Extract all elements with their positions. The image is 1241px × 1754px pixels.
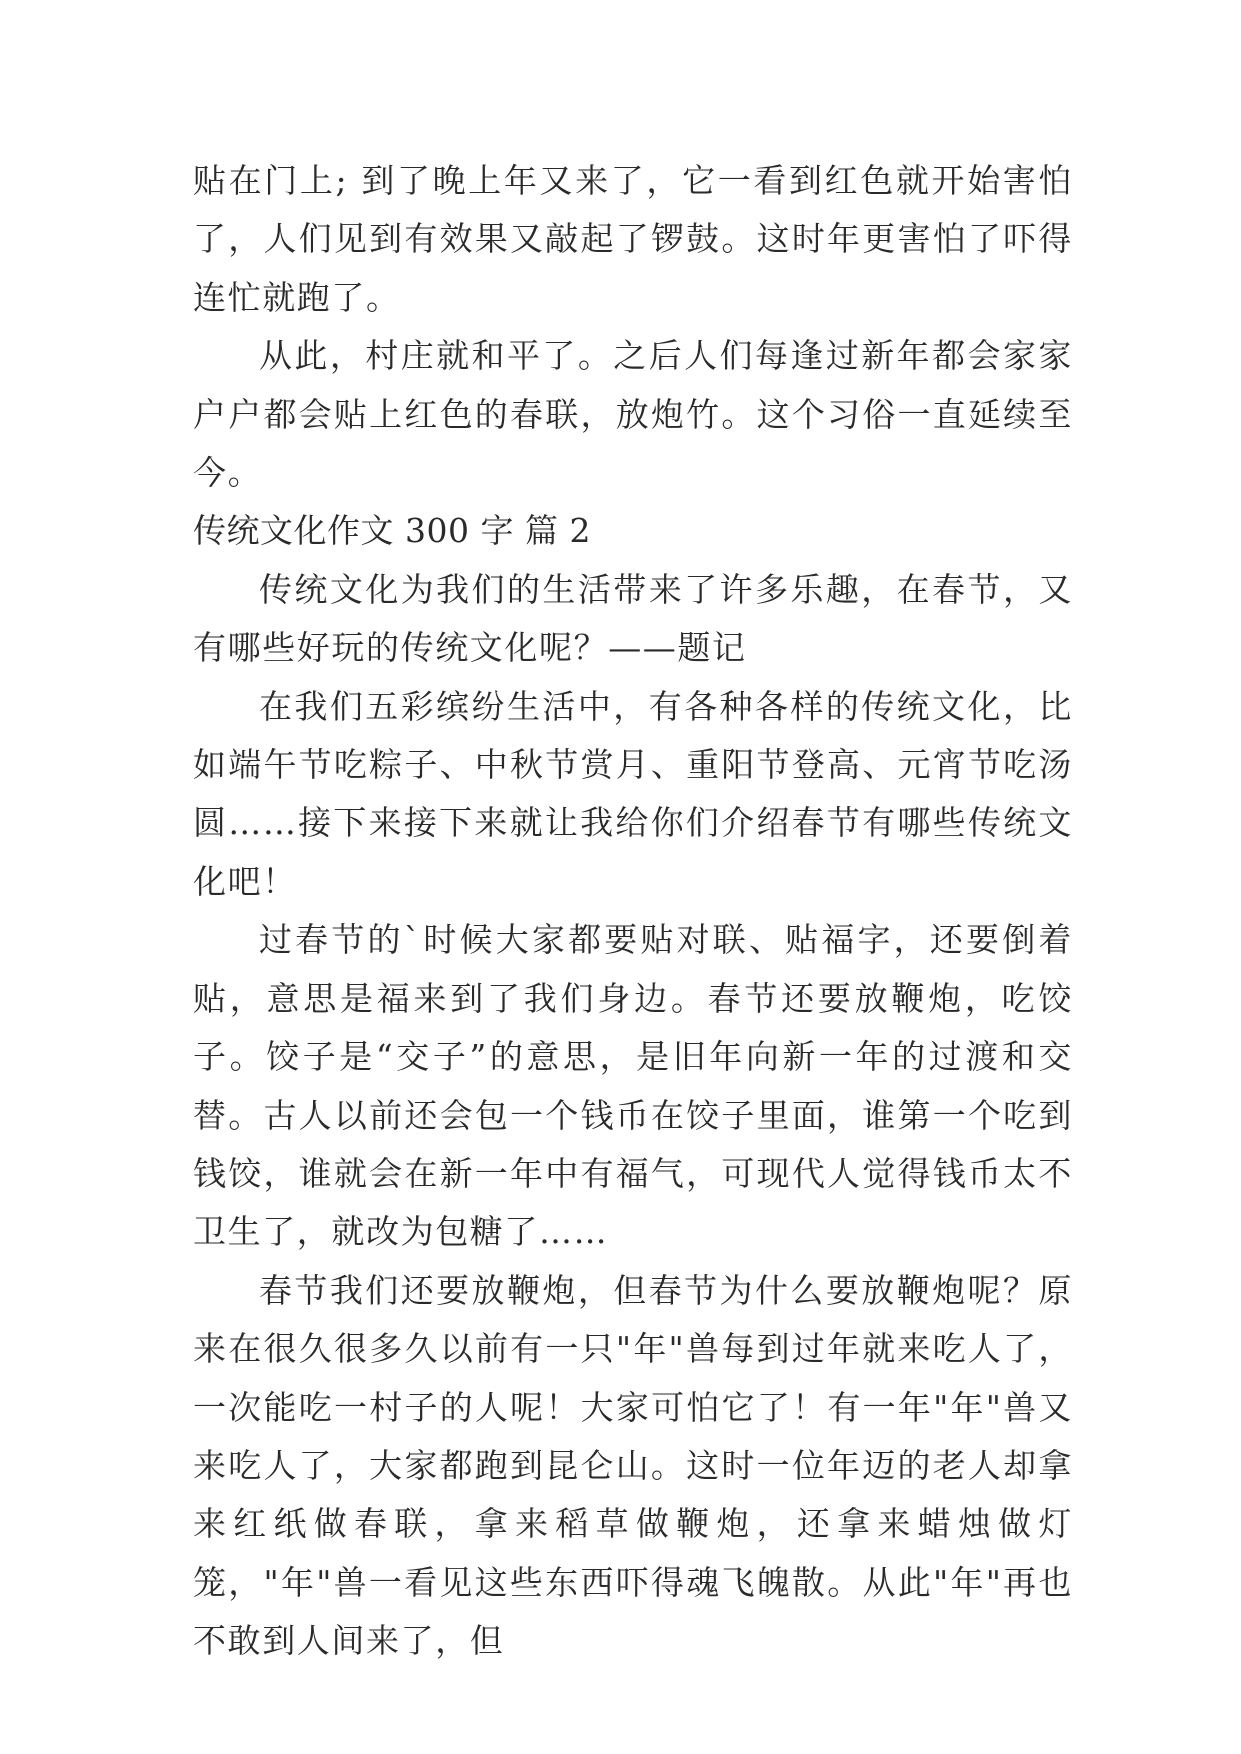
section-heading: 传统文化作文 300 字 篇 2 <box>193 511 591 551</box>
paragraph-3: 传统文化为我们的生活带来了许多乐趣，在春节，又有哪些好玩的传统文化呢？——题记 <box>193 569 1073 668</box>
paragraph-5: 过春节的`时候大家都要贴对联、贴福字，还要倒着贴，意思是福来到了我们身边。春节还要放鞭炮，吃饺子。饺子是“交子”的意思，是旧年向新一年的过渡和交替。古人以前还会包一个钱币在饺子里面，谁第一个吃到钱饺，谁就会在新一年中有福气，可现代人觉得钱币太不卫生了，就改为包糖了…… <box>193 920 1073 1252</box>
paragraph-4: 在我们五彩缤纷生活中，有各种各样的传统文化，比如端午节吃粽子、中秋节赏月、重阳节登高、元宵节吃汤圆……接下来接下来就让我给你们介绍春节有哪些传统文化吧！ <box>193 686 1073 901</box>
paragraph-6: 春节我们还要放鞭炮，但春节为什么要放鞭炮呢？原来在很久很多久以前有一只"年"兽每到过年就来吃人了，一次能吃一村子的人呢！大家可怕它了！有一年"年"兽又来吃人了，大家都跑到昆仑山。这时一位年迈的老人却拿来红纸做春联，拿来稻草做鞭炮，还拿来蜡烛做灯笼，"年"兽一看见这些东西吓得魂飞魄散。从此"年"再也不敢到人间来了，但 <box>193 1270 1073 1661</box>
document-body <box>193 152 1073 1671</box>
paragraph-1: 贴在门上; 到了晚上年又来了，它一看到红色就开始害怕了，人们见到有效果又敲起了锣鼓。这时年更害怕了吓得连忙就跑了。 <box>193 161 1073 317</box>
paragraph-2: 从此，村庄就和平了。之后人们每逢过新年都会家家户户都会贴上红色的春联，放炮竹。这个习俗一直延续至今。 <box>193 336 1073 493</box>
